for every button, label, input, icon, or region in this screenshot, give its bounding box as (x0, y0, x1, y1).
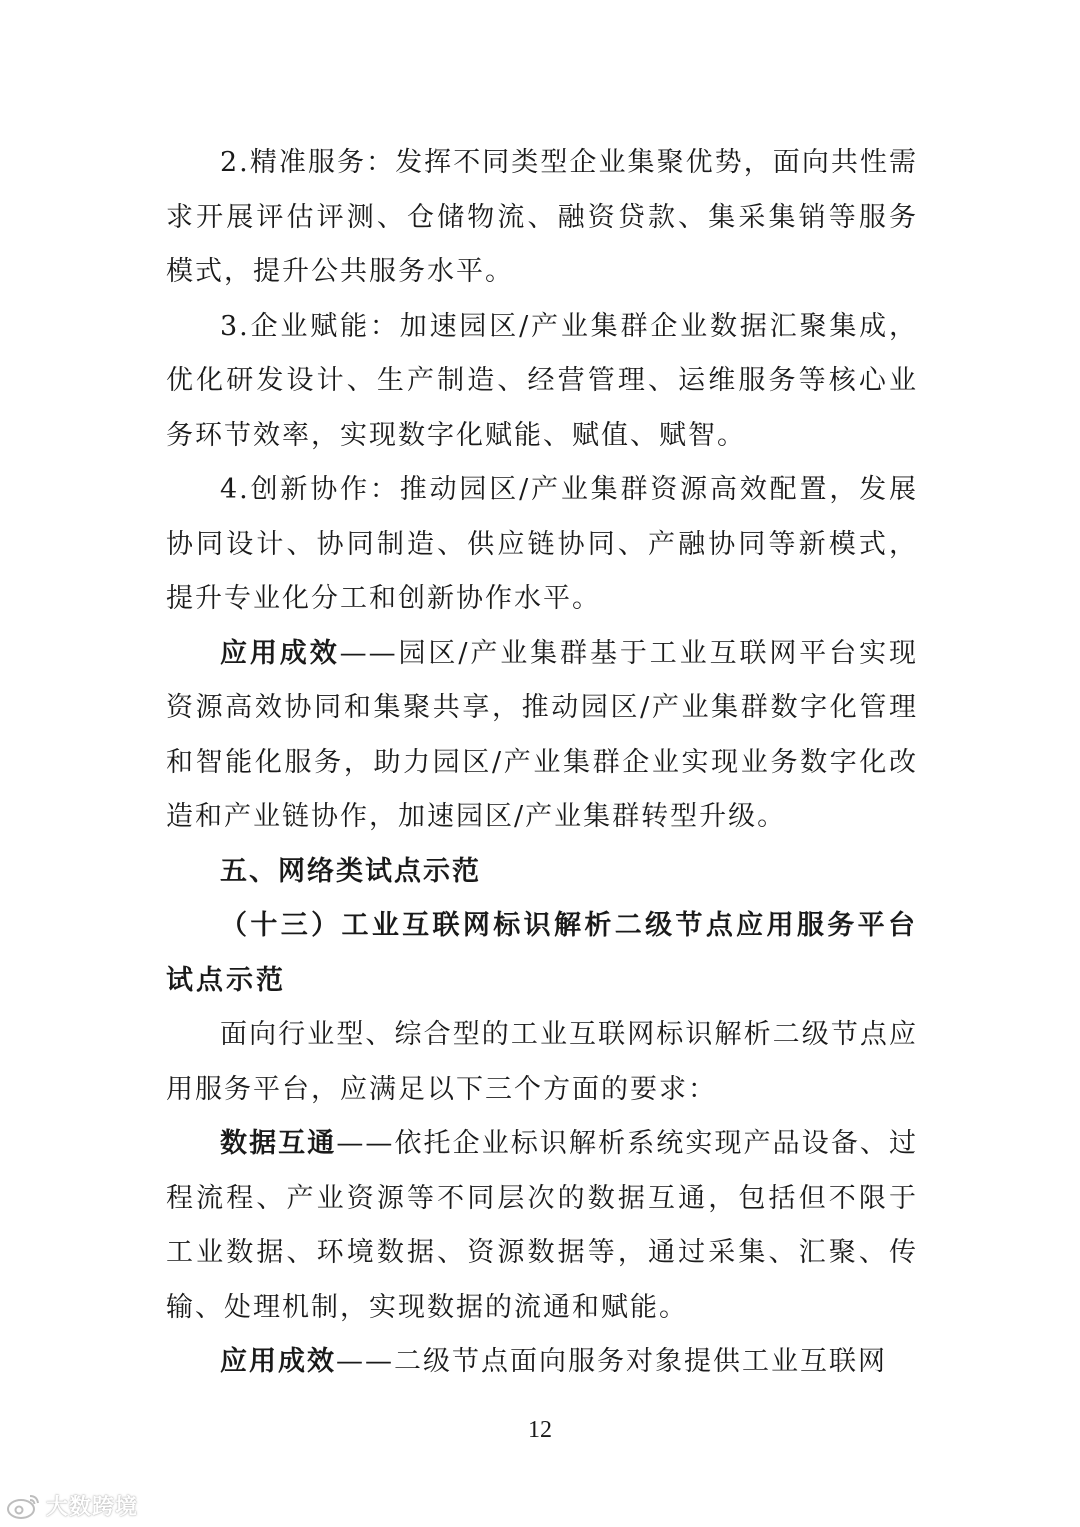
lead-application-results-2: 应用成效 (220, 1346, 336, 1377)
lead-application-results: 应用成效 (220, 637, 340, 669)
paragraph-innovation-collaboration: 4.创新协作：推动园区/产业集群资源高效配置，发展协同设计、协同制造、供应链协同、产融协同等新模式，提升专业化分工和创新协作水平。 (166, 474, 918, 614)
document-body (166, 136, 918, 1390)
paragraph-application-results (166, 627, 918, 845)
paragraph-data-interoperability (166, 1117, 918, 1335)
page-number: 12 (528, 1417, 552, 1443)
paragraph-enterprise-empowerment: 3.企业赋能：加速园区/产业集群企业数据汇聚集成，优化研发设计、生产制造、经营管理、运维服务等核心业务环节效率，实现数字化赋能、赋值、赋智。 (166, 310, 918, 451)
watermark-text: 大数跨境 (46, 1495, 139, 1520)
subsection-heading: （十三）工业互联网标识解析二级节点应用服务平台试点示范 (166, 910, 918, 996)
body-application-results-2: ——二级节点面向服务对象提供工业互联网 (336, 1346, 887, 1377)
watermark (6, 1490, 138, 1521)
body-data-interoperability: ——依托企业标识解析系统实现产品设备、过程流程、产业资源等不同层次的数据互通，包括但不限于工业数据、环境数据、资源数据等，通过采集、汇聚、传输、处理机制，实现数据的流通和赋能。 (166, 1128, 919, 1323)
paragraph-requirements-intro: 面向行业型、综合型的工业互联网标识解析二级节点应用服务平台，应满足以下三个方面的要求： (166, 1019, 918, 1105)
paragraph-precise-service: 2.精准服务：发挥不同类型企业集聚优势，面向共性需求开展评估评测、仓储物流、融资贷款、集采集销等服务模式，提升公共服务水平。 (166, 147, 918, 287)
paragraph-application-results-2 (166, 1335, 918, 1390)
body-application-results: ——园区/产业集群基于工业互联网平台实现资源高效协同和集聚共享，推动园区/产业集群数字化管理和智能化服务，助力园区/产业集群企业实现业务数字化改造和产业链协作，加速园区/产业集群转型升级。 (166, 637, 918, 832)
section-heading: 五、网络类试点示范 (220, 855, 481, 887)
lead-data-interoperability: 数据互通 (220, 1128, 337, 1159)
weibo-logo-icon (6, 1491, 42, 1521)
